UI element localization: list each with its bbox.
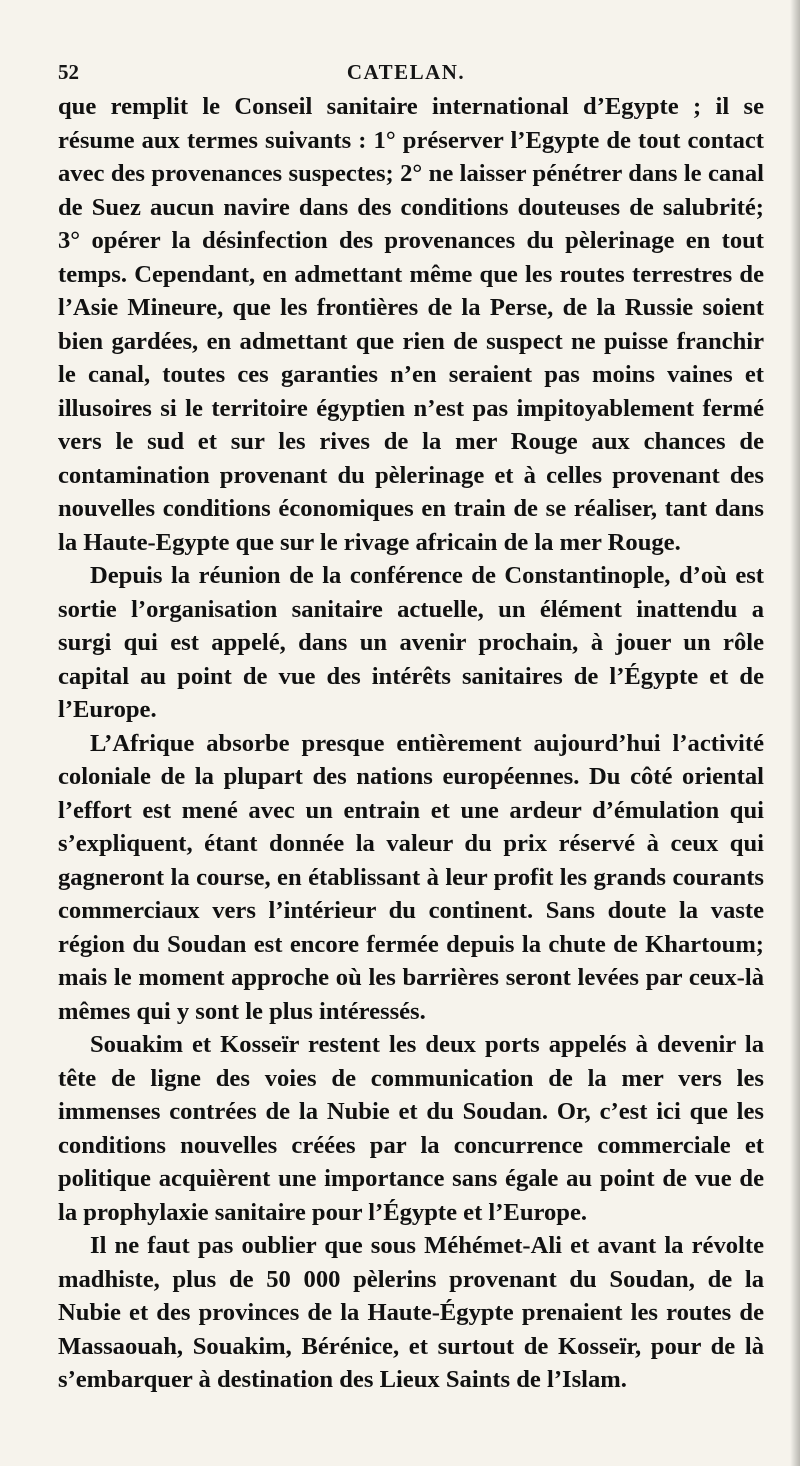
paragraph-1: que remplit le Conseil sanitaire international d’Egypte ; il se résume aux termes suivants : 1° préserver l’Egypte de tout contact avec des provenances suspectes; 2° ne laisser pénétrer dans le canal de Suez aucun navire dans des conditions douteuses de salubrité; 3° opérer la désinfection des provenances du pèlerinage en tout temps. Cependant, en admettant même que les routes terrestres de l’Asie Mineure, que les frontières de la Perse, de la Russie soient bien gardées, en admettant que rien de suspect ne puisse franchir le canal, toutes ces garanties n’en seraient pas moins vaines et illusoires si le territoire égyptien n’est pas impitoyablement fermé vers le sud et sur les rives de la mer Rouge aux chances de contamination provenant du pèlerinage et à celles provenant des nouvelles conditions économiques en train de se réaliser, tant dans la Haute-Egypte que sur le rivage africain de la mer Rouge.: [58, 93, 764, 556]
paragraph-4: Souakim et Kosseïr restent les deux ports appelés à devenir la tête de ligne des voies de communication de la mer vers les immenses contrées de la Nubie et du Soudan. Or, c’est ici que les conditions nouvelles créées par la concurrence commerciale et politique acquièrent une importance sans égale au point de vue de la prophylaxie sanitaire pour l’Égypte et l’Europe.: [58, 1031, 764, 1226]
paragraph-5: Il ne faut pas oublier que sous Méhémet-Ali et avant la révolte madhiste, plus de 50 000 pèlerins provenant du Soudan, de la Nubie et des provinces de la Haute-Égypte prenaient les routes de Massaouah, Souakim, Bérénice, et surtout de Kosseïr, pour de là s’embarquer à destination des Lieux Saints de l’Islam.: [58, 1232, 764, 1393]
paragraph-2: Depuis la réunion de la conférence de Constantinople, d’où est sortie l’organisation sanitaire actuelle, un élément inattendu a surgi qui est appelé, dans un avenir prochain, à jouer un rôle capital au point de vue des intérêts sanitaires de l’Égypte et de l’Europe.: [58, 562, 764, 723]
body-text: [58, 90, 764, 1397]
paragraph-3: L’Afrique absorbe presque entièrement aujourd’hui l’activité coloniale de la plupart des nations européennes. Du côté oriental l’effort est mené avec un entrain et une ardeur d’émulation qui s’expliquent, étant donnée la valeur du prix réservé à ceux qui gagneront la course, en établissant à leur profit les grands courants commerciaux vers l’intérieur du continent. Sans doute la vaste région du Soudan est encore fermée depuis la chute de Khartoum; mais le moment approche où les barrières seront levées par ceux-là mêmes qui y sont le plus intéressés.: [58, 729, 764, 1025]
page-number: 52: [58, 60, 79, 84]
page-header: [58, 60, 754, 86]
page-edge-shadow: [790, 0, 800, 1466]
running-head: CATELAN.: [346, 60, 466, 84]
